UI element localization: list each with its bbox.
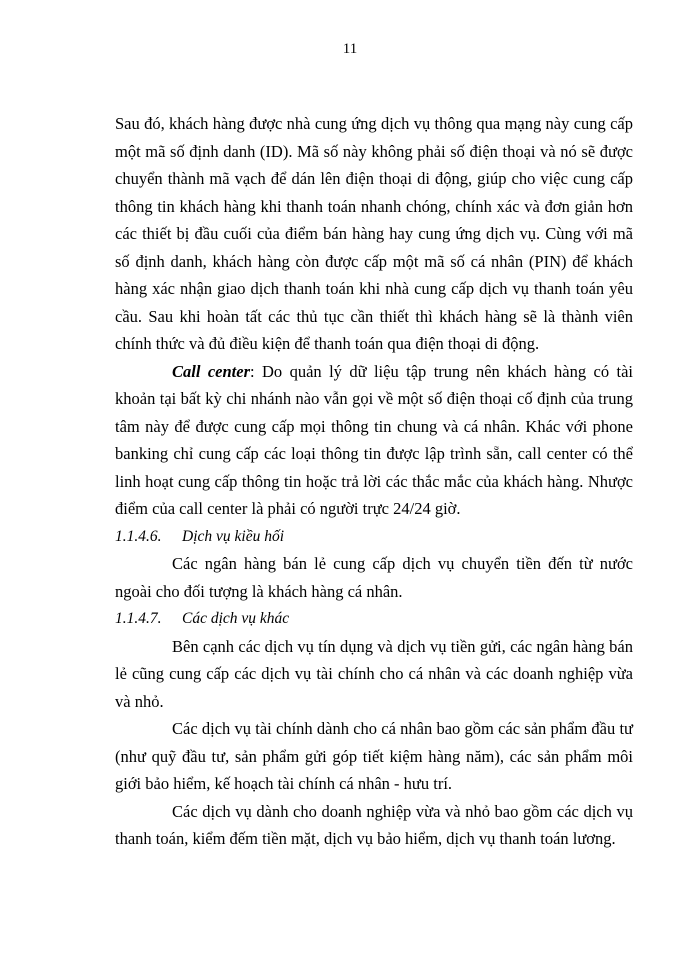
term-call-center: Call center: [172, 361, 250, 381]
section-heading-remittance: [115, 523, 633, 551]
section-title: Các dịch vụ khác: [182, 610, 290, 627]
document-body: [115, 110, 633, 853]
section-title: Dịch vụ kiều hối: [182, 527, 285, 545]
paragraph-remittance: Các ngân hàng bán lẻ cung cấp dịch vụ chuyển tiền đến từ nước ngoài cho đối tượng là khách hàng cá nhân.: [115, 554, 633, 601]
paragraph-call-center-text: : Do quản lý dữ liệu tập trung nên khách hàng có tài khoản tại bất kỳ chi nhánh nào vẫn gọi về một số điện thoại cố định của trung tâm này để được cung cấp mọi thông tin chung và cá nhân. Khác với phone banking chỉ cung cấp các loại thông tin được lập trình sẵn, call center có thể linh hoạt cung cấp thông tin hoặc trả lời các thắc mắc của khách hàng. Nhược điểm của call center là phải có người trực 24/24 giờ.: [115, 361, 633, 518]
page-number: 11: [342, 41, 358, 57]
section-number: 1.1.4.6.: [115, 527, 162, 545]
paragraph-call-center: [115, 358, 633, 523]
paragraph-sme-services: Các dịch vụ dành cho doanh nghiệp vừa và nhỏ bao gồm các dịch vụ thanh toán, kiểm đếm tiền mặt, dịch vụ bảo hiểm, dịch vụ thanh toán lương.: [115, 801, 633, 848]
section-heading-other-services: [115, 605, 633, 633]
paragraph-mobile-payment-registration: Sau đó, khách hàng được nhà cung ứng dịch vụ thông qua mạng này cung cấp một mã số định danh (ID). Mã số này không phải số điện thoại và nó sẽ được chuyển thành mã vạch để dán lên điện thoại di động, giúp cho việc cung cấp thông tin khách hàng khi thanh toán nhanh chóng, chính xác và đơn giản hơn các thiết bị đầu cuối của điểm bán hàng hay cung ứng dịch vụ. Cùng với mã số định danh, khách hàng còn được cấp một mã số cá nhân (PIN) để khách hàng xác nhận giao dịch thanh toán khi nhà cung cấp dịch vụ thanh toán yêu cầu. Sau khi hoàn tất các thủ tục cần thiết thì khách hàng sẽ là thành viên chính thức và đủ điều kiện để thanh toán qua điện thoại di động.: [115, 114, 633, 353]
paragraph-other-services: Bên cạnh các dịch vụ tín dụng và dịch vụ tiền gửi, các ngân hàng bán lẻ cũng cung cấp các dịch vụ tài chính cho cá nhân và các doanh nghiệp vừa và nhỏ.: [115, 636, 633, 711]
paragraph-personal-financial-services: Các dịch vụ tài chính dành cho cá nhân bao gồm các sản phẩm đầu tư (như quỹ đầu tư, sản phẩm gửi góp tiết kiệm hàng năm), các sản phẩm môi giới bảo hiểm, kế hoạch tài chính cá nhân - hưu trí.: [115, 719, 633, 793]
section-number: 1.1.4.7.: [115, 610, 162, 627]
